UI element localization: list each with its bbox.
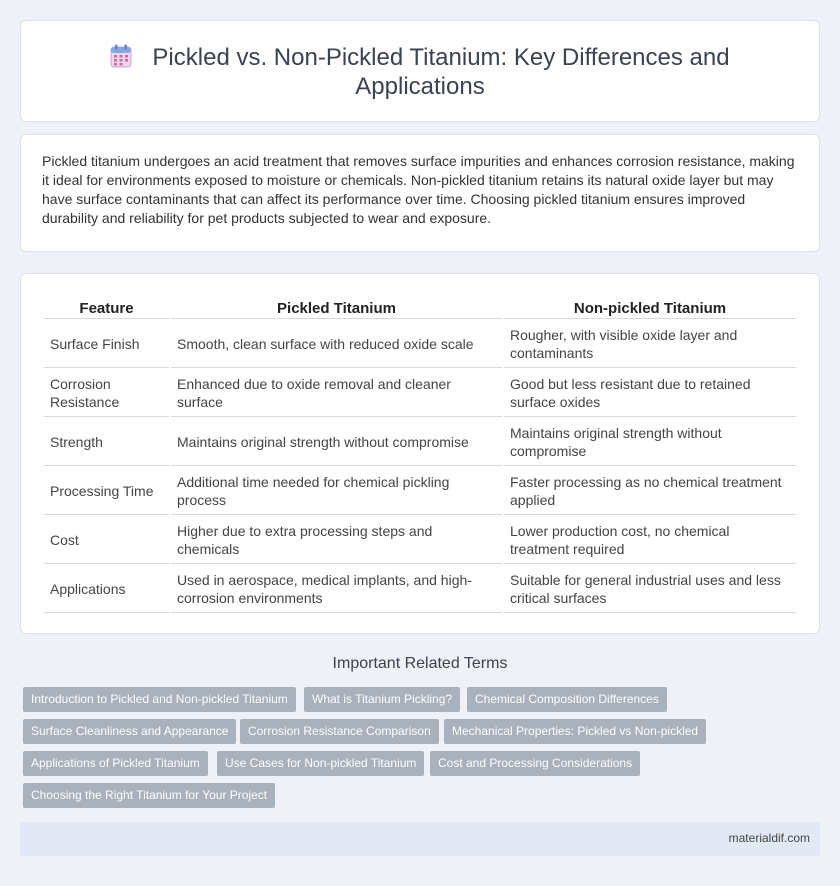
feature-cell: Corrosion Resistance xyxy=(44,370,169,417)
feature-cell: Strength xyxy=(44,419,169,466)
footer xyxy=(20,822,820,856)
related-term-link[interactable]: Choosing the Right Titanium for Your Project xyxy=(23,783,275,808)
related-term-link[interactable]: Use Cases for Non-pickled Titanium xyxy=(217,751,424,776)
intro-card xyxy=(20,134,820,252)
related-term-link[interactable]: Cost and Processing Considerations xyxy=(430,751,640,776)
table-row xyxy=(44,321,796,368)
table-row xyxy=(44,517,796,564)
intro-paragraph: Pickled titanium undergoes an acid treatment that removes surface impurities and enhances corrosion resistance, making it ideal for environments exposed to moisture or chemicals. Non-pickled titanium retains its natural oxide layer but may have surface contaminants that can affect its performance over time. Choosing pickled titanium ensures improved durability and reliability for pet products subjected to wear and exposure. xyxy=(42,153,795,226)
non-pickled-cell: Suitable for general industrial uses and less critical surfaces xyxy=(504,566,796,613)
pickled-cell: Used in aerospace, medical implants, and high-corrosion environments xyxy=(171,566,502,613)
related-term-link[interactable]: Surface Cleanliness and Appearance xyxy=(23,719,236,744)
pickled-cell: Additional time needed for chemical pickling process xyxy=(171,468,502,515)
header-pickled: Pickled Titanium xyxy=(171,297,502,319)
pickled-cell: Smooth, clean surface with reduced oxide scale xyxy=(171,321,502,368)
table-row xyxy=(44,370,796,417)
related-term-link[interactable]: Chemical Composition Differences xyxy=(467,687,667,712)
feature-cell: Applications xyxy=(44,566,169,613)
table-row xyxy=(44,419,796,466)
comparison-card xyxy=(20,273,820,634)
footer-site-link[interactable]: materialdif.com xyxy=(728,831,810,845)
comparison-table xyxy=(42,295,798,615)
calendar-icon xyxy=(110,44,132,68)
related-term-link[interactable]: Applications of Pickled Titanium xyxy=(23,751,208,776)
feature-cell: Surface Finish xyxy=(44,321,169,368)
table-row xyxy=(44,468,796,515)
feature-cell: Cost xyxy=(44,517,169,564)
non-pickled-cell: Good but less resistant due to retained surface oxides xyxy=(504,370,796,417)
pickled-cell: Enhanced due to oxide removal and cleaner surface xyxy=(171,370,502,417)
related-terms-heading: Important Related Terms xyxy=(332,655,508,672)
non-pickled-cell: Maintains original strength without compromise xyxy=(504,419,796,466)
related-term-link[interactable]: Introduction to Pickled and Non-pickled Titanium xyxy=(23,687,296,712)
title-card xyxy=(20,20,820,122)
pickled-cell: Maintains original strength without compromise xyxy=(171,419,502,466)
related-term-link[interactable]: Mechanical Properties: Pickled vs Non-pickled xyxy=(444,719,706,744)
pickled-cell: Higher due to extra processing steps and chemicals xyxy=(171,517,502,564)
header-feature: Feature xyxy=(44,297,169,319)
table-row xyxy=(44,566,796,613)
header-non-pickled: Non-pickled Titanium xyxy=(504,297,796,319)
related-term-link[interactable]: What is Titanium Pickling? xyxy=(304,687,460,712)
table-header-row xyxy=(44,297,796,319)
non-pickled-cell: Lower production cost, no chemical treatment required xyxy=(504,517,796,564)
non-pickled-cell: Rougher, with visible oxide layer and contaminants xyxy=(504,321,796,368)
non-pickled-cell: Faster processing as no chemical treatment applied xyxy=(504,468,796,515)
feature-cell: Processing Time xyxy=(44,468,169,515)
related-term-link[interactable]: Corrosion Resistance Comparison xyxy=(240,719,439,744)
page-title: Pickled vs. Non-Pickled Titanium: Key Differences and Applications xyxy=(152,44,730,100)
